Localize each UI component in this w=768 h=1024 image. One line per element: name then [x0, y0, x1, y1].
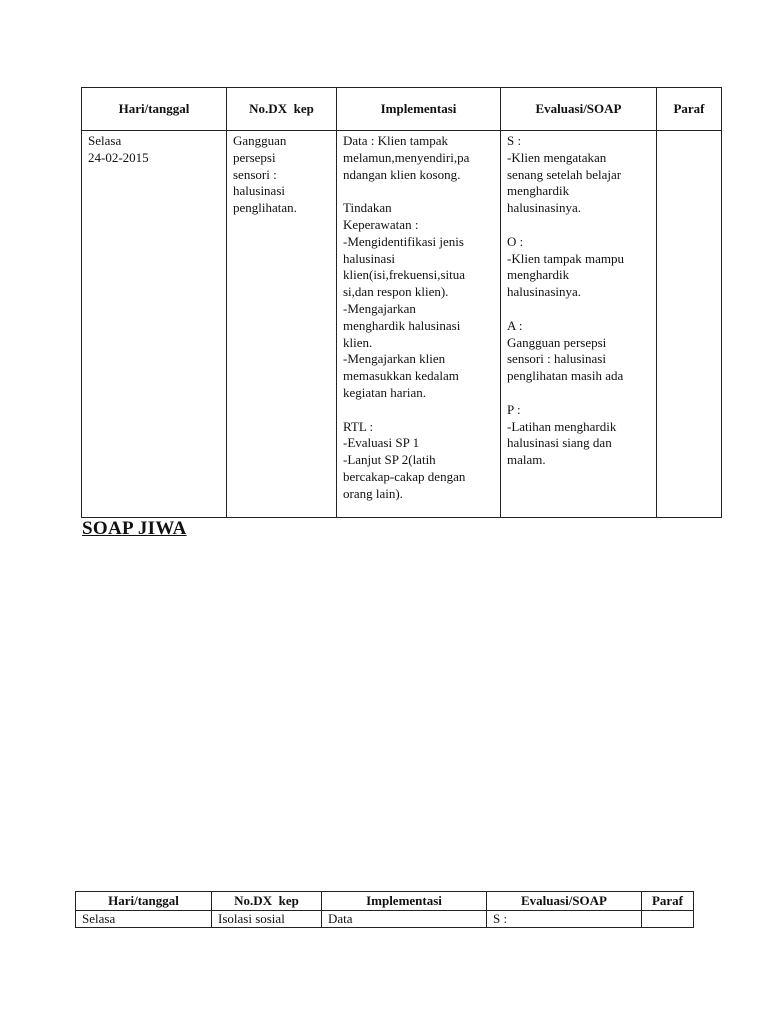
header-evaluasi-soap: Evaluasi/SOAP [487, 892, 642, 911]
cell-implementasi [337, 131, 501, 518]
text-line: orang lain). [343, 485, 403, 501]
dx-line: sensori : [233, 166, 277, 182]
dx-line: penglihatan. [233, 200, 297, 216]
soap-objective-block [507, 234, 650, 301]
text-line: sensori : halusinasi [507, 351, 606, 367]
header-evaluasi-soap: Evaluasi/SOAP [501, 88, 657, 131]
text-line: -Latihan menghardik [507, 418, 617, 434]
text-line: -Mengajarkan [343, 300, 416, 316]
text-line: Gangguan persepsi [507, 334, 607, 350]
text-line: senang setelah belajar [507, 166, 622, 182]
text-line: A : [507, 317, 523, 333]
implementasi-data-block [343, 133, 494, 183]
header-no-dx-kep: No.DX kep [212, 892, 322, 911]
main-table-header-row [82, 88, 722, 131]
soap-plan-block [507, 402, 650, 469]
dx-line: halusinasi [233, 183, 285, 199]
dx-line: persepsi [233, 149, 276, 165]
second-nursing-table [75, 891, 694, 928]
text-line: menghardik [507, 183, 570, 199]
text-line: -Klien tampak mampu [507, 250, 624, 266]
text-line: klien(isi,frekuensi,situa [343, 267, 466, 283]
text-line: menghardik halusinasi [343, 317, 461, 333]
soap-subjective-block [507, 133, 650, 217]
header-hari-tanggal: Hari/tanggal [76, 892, 212, 911]
text-line: halusinasi [343, 250, 395, 266]
header-no-dx-kep: No.DX kep [227, 88, 337, 131]
text-line: RTL : [343, 418, 374, 434]
text-line: Tindakan [343, 200, 392, 216]
text-line: -Klien mengatakan [507, 149, 607, 165]
text-line: halusinasi siang dan [507, 435, 612, 451]
text-line: memasukkan kedalam [343, 368, 459, 384]
implementasi-tindakan-block [343, 200, 494, 402]
text-line: melamun,menyendiri,pa [343, 149, 470, 165]
cell-evaluasi-soap [501, 131, 657, 518]
header-hari-tanggal: Hari/tanggal [82, 88, 227, 131]
cell-paraf [642, 911, 694, 928]
text-line: Keperawatan : [343, 216, 419, 232]
text-line: -Lanjut SP 2(latih [343, 452, 436, 468]
text-line: menghardik [507, 267, 570, 283]
text-line: ndangan klien kosong. [343, 166, 461, 182]
page-title: SOAP JIWA [82, 518, 187, 539]
soap-assessment-block [507, 318, 650, 385]
text-line: -Mengajarkan klien [343, 351, 446, 367]
text-line: -Mengidentifikasi jenis [343, 233, 464, 249]
day-text: Selasa [88, 133, 122, 148]
second-table-header-row [76, 892, 694, 911]
date-text: 24-02-2015 [88, 149, 149, 165]
cell-hari-tanggal [82, 131, 227, 518]
text-line: si,dan respon klien). [343, 284, 449, 300]
text-line: halusinasinya. [507, 200, 582, 216]
text-line: O : [507, 233, 524, 249]
table-row [82, 131, 722, 518]
implementasi-rtl-block [343, 419, 494, 503]
header-paraf: Paraf [657, 88, 722, 131]
cell-evaluasi-soap: S : [487, 911, 642, 928]
text-line: halusinasinya. [507, 284, 582, 300]
text-line: klien. [343, 334, 373, 350]
header-paraf: Paraf [642, 892, 694, 911]
cell-implementasi: Data [322, 911, 487, 928]
text-line: -Evaluasi SP 1 [343, 435, 420, 451]
cell-dx-kep: Isolasi sosial [212, 911, 322, 928]
cell-hari-tanggal: Selasa [76, 911, 212, 928]
text-line: kegiatan harian. [343, 384, 427, 400]
cell-dx-kep [227, 131, 337, 518]
table-row [76, 911, 694, 928]
cell-paraf [657, 131, 722, 518]
text-line: malam. [507, 452, 546, 468]
dx-line: Gangguan [233, 133, 287, 148]
text-line: Data : Klien tampak [343, 133, 449, 148]
text-line: bercakap-cakap dengan [343, 468, 466, 484]
text-line: penglihatan masih ada [507, 368, 624, 384]
main-nursing-table [81, 87, 722, 518]
header-implementasi: Implementasi [337, 88, 501, 131]
header-implementasi: Implementasi [322, 892, 487, 911]
text-line: S : [507, 133, 522, 148]
text-line: P : [507, 401, 521, 417]
